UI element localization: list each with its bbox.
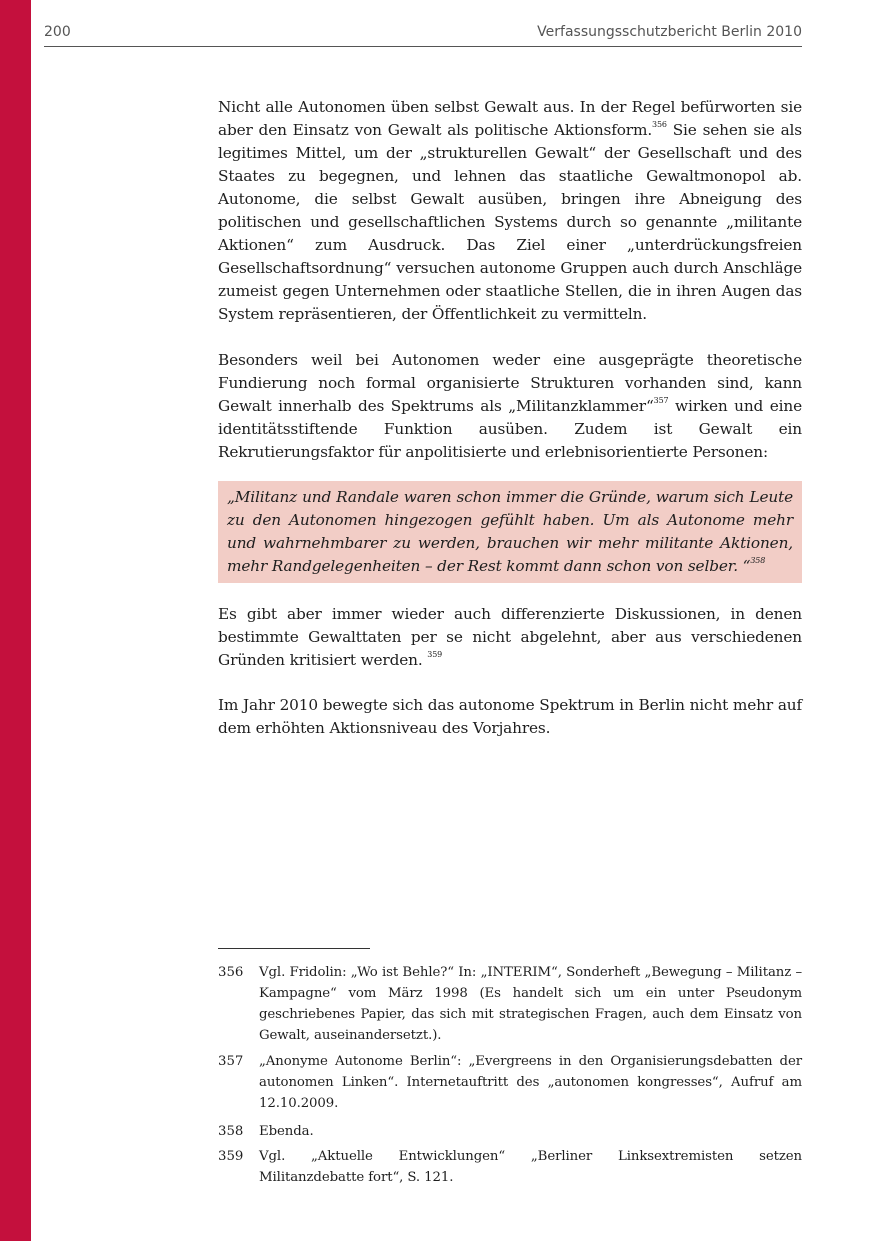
paragraph-2: [218, 349, 802, 464]
quote-box: [218, 481, 802, 583]
paragraph-text: Es gibt aber immer wieder auch differenzierte Diskussionen, in denen bestimmte Gewalttaten per se nicht abgelehnt, aber aus verschiedenen Gründen kritisiert werden.: [218, 605, 802, 669]
footnote-number: 358: [218, 1124, 244, 1139]
paragraph-text: Im Jahr 2010 bewegte sich das autonome Spektrum in Berlin nicht mehr auf dem erhöhten Aktionsniveau des Vorjahres.: [218, 696, 802, 737]
page-number: 200: [44, 24, 71, 40]
footnote-text: „Anonyme Autonome Berlin“: „Evergreens in den Organisierungsdebatten der autonomen Linken“. Internetauftritt des „autonomen kongresses“, Aufruf am 12.10.2009.: [259, 1054, 802, 1111]
footnote-number: 359: [218, 1149, 244, 1164]
paragraph-text: Besonders weil bei Autonomen weder eine ausgeprägte theoretische Fundierung noch formal organisierte Strukturen vorhanden sind, kann Gewalt innerhalb des Spektrums als „Militanzklammer“: [218, 351, 802, 415]
page-header: [44, 22, 802, 47]
footnote-text: Vgl. „Aktuelle Entwicklungen“ „Berliner Linksextremisten setzen Militanzdebatte fort“, S. 121.: [259, 1149, 802, 1185]
footnote-number: 357: [218, 1054, 244, 1069]
running-title: Verfassungsschutzbericht Berlin 2010: [537, 24, 802, 40]
footnote-ref[interactable]: 358: [750, 555, 766, 565]
footnote-text: Vgl. Fridolin: „Wo ist Behle?“ In: „INTERIM“, Sonderheft „Bewegung – Militanz – Kampagne“ vom März 1998 (Es handelt sich um ein unter Pseudonym geschriebenes Papier, das sich mit strategischen Fragen, auch dem Einsatz von Gewalt, auseinandersetzt.).: [259, 965, 802, 1043]
footnote-ref[interactable]: 359: [427, 649, 443, 659]
footnote-number: 356: [218, 965, 244, 980]
paragraph-text: wirken und eine identitätsstiftende Funktion ausüben. Zudem ist Gewalt ein Rekrutierungsfaktor für anpolitisierte und erlebnisorientierte Personen:: [218, 397, 802, 461]
paragraph-4: [218, 694, 802, 740]
quote-text: „Militanz und Randale waren schon immer die Gründe, warum sich Leute zu den Autonomen hingezogen gefühlt haben. Um als Autonome mehr und wahrnehmbarer zu werden, brauchen wir mehr militante Aktionen, mehr Randgelegenheiten – der Rest kommt dann schon von selber. “: [227, 488, 793, 575]
footnote-ref[interactable]: 357: [653, 395, 669, 405]
paragraph-text: Nicht alle Autonomen üben selbst Gewalt aus. In der Regel befürworten sie aber den Einsatz von Gewalt als politische Aktionsform.: [218, 98, 802, 139]
paragraph-1: [218, 96, 802, 326]
footnote-text: Ebenda.: [259, 1124, 314, 1139]
paragraph-text: Sie sehen sie als legitimes Mittel, um der „strukturellen Gewalt“ der Gesellschaft und des Staates zu begegnen, und lehnen das staatliche Gewaltmonopol ab. Autonome, die selbst Gewalt ausüben, bringen ihre Abneigung des politischen und gesellschaftlichen Systems durch so genannte „militante Aktionen“ zum Ausdruck. Das Ziel einer „unterdrückungsfreien Gesellschaftsordnung“ versuchen autonome Gruppen auch durch Anschläge zumeist gegen Unternehmen oder staatliche Stellen, die in ihren Augen das System repräsentieren, der Öffentlichkeit zu vermitteln.: [218, 121, 802, 323]
footnote-divider: [218, 948, 370, 949]
side-color-bar: [0, 0, 31, 1241]
paragraph-3: [218, 603, 802, 672]
footnote-ref[interactable]: 356: [652, 119, 667, 129]
